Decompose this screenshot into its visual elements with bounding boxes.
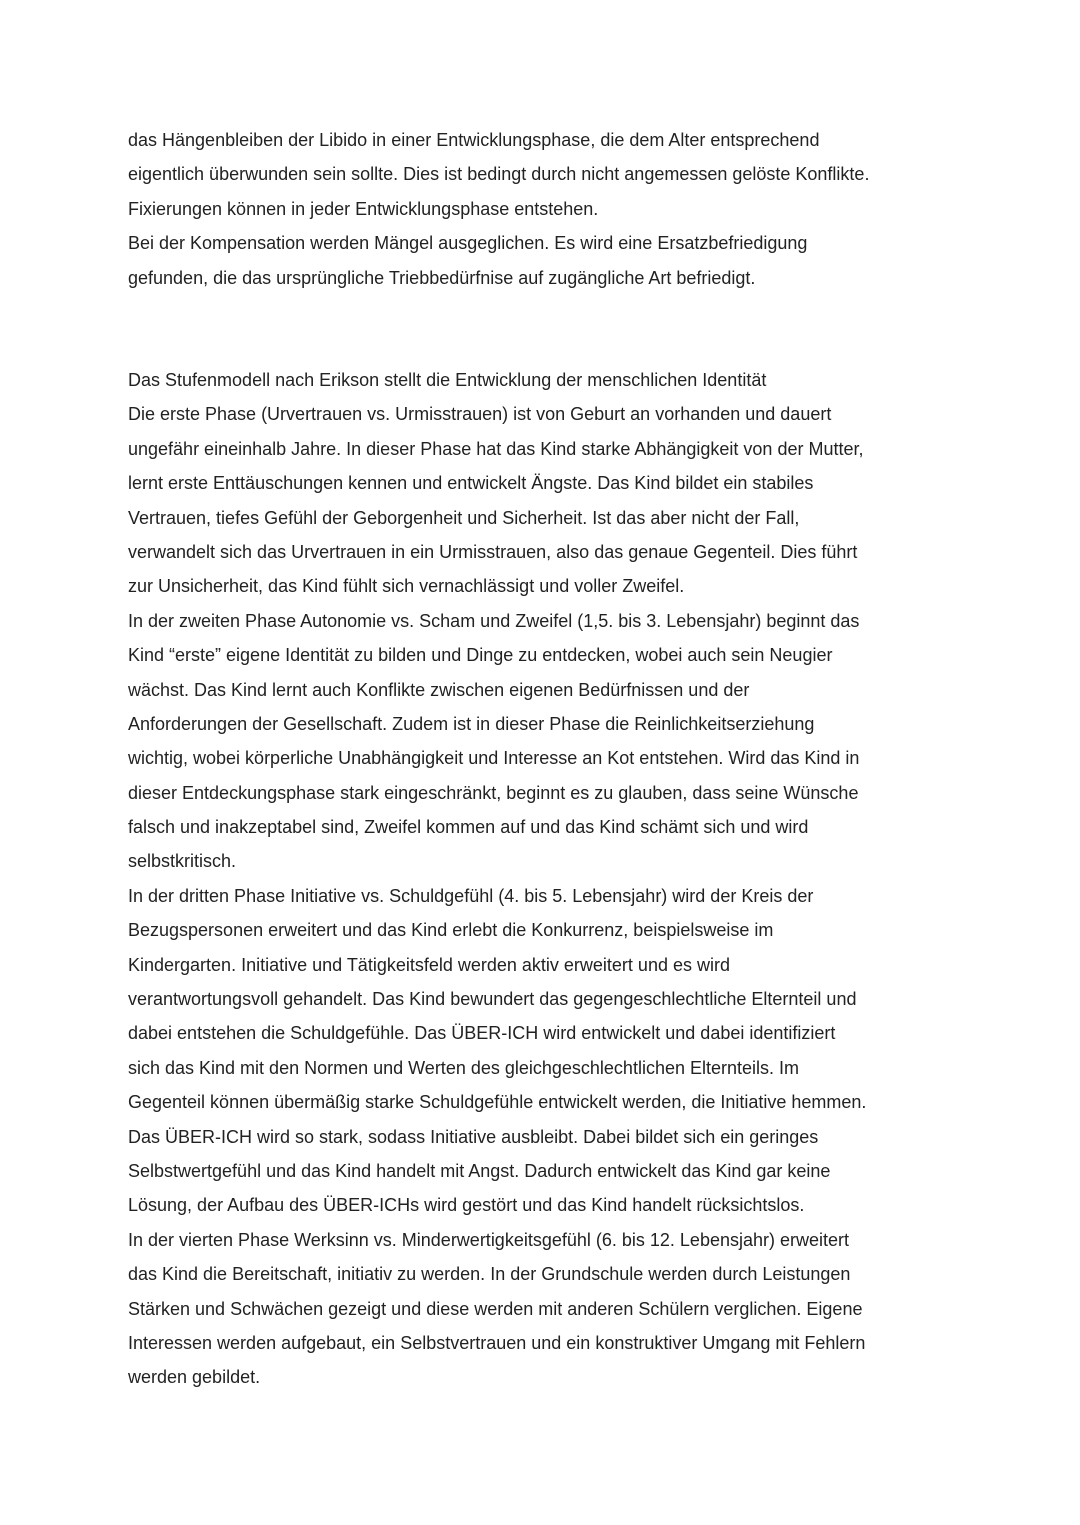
- paragraph-block-erikson-stages: [128, 363, 958, 1395]
- text-line: eigentlich überwunden sein sollte. Dies ist bedingt durch nicht angemessen gelöste Konflikte.: [128, 164, 870, 185]
- text-line: dabei entstehen die Schuldgefühle. Das ÜBER-ICH wird entwickelt und dabei identifiziert: [128, 1023, 836, 1044]
- text-line: verantwortungsvoll gehandelt. Das Kind bewundert das gegengeschlechtliche Elternteil und: [128, 989, 857, 1010]
- text-line: Fixierungen können in jeder Entwicklungsphase entstehen.: [128, 198, 599, 219]
- text-line: sich das Kind mit den Normen und Werten des gleichgeschlechtlichen Elternteils. Im: [128, 1057, 800, 1078]
- text-line: Das Stufenmodell nach Erikson stellt die Entwicklung der menschlichen Identität: [128, 370, 767, 390]
- text-line: ungefähr eineinhalb Jahre. In dieser Phase hat das Kind starke Abhängigkeit von der Mutter,: [128, 438, 864, 459]
- text-line: lernt erste Enttäuschungen kennen und entwickelt Ängste. Das Kind bildet ein stabiles: [128, 473, 814, 494]
- text-line: Lösung, der Aufbau des ÜBER-ICHs wird gestört und das Kind handelt rücksichtslos.: [128, 1195, 805, 1216]
- text-line: falsch und inakzeptabel sind, Zweifel kommen auf und das Kind schämt sich und wird: [128, 817, 809, 838]
- text-line: dieser Entdeckungsphase stark eingeschränkt, beginnt es zu glauben, dass seine Wünsche: [128, 782, 859, 803]
- text-line: Anforderungen der Gesellschaft. Zudem ist in dieser Phase die Reinlichkeitserziehung: [128, 713, 815, 734]
- text-line: Das ÜBER-ICH wird so stark, sodass Initiative ausbleibt. Dabei bildet sich ein geringes: [128, 1126, 819, 1147]
- text-line: das Kind die Bereitschaft, initiativ zu werden. In der Grundschule werden durch Leistungen: [128, 1264, 851, 1285]
- text-line: Kindergarten. Initiative und Tätigkeitsfeld werden aktiv erweitert und es wird: [128, 954, 730, 975]
- text-line: gefunden, die das ursprüngliche Triebbedürfnise auf zugängliche Art befriedigt.: [128, 267, 756, 288]
- text-line: Gegenteil können übermäßig starke Schuldgefühle entwickelt werden, die Initiative hemmen.: [128, 1092, 867, 1113]
- text-line: Bezugspersonen erweitert und das Kind erlebt die Konkurrenz, beispielsweise im: [128, 920, 774, 941]
- text-line: verwandelt sich das Urvertrauen in ein Urmisstrauen, also das genaue Gegenteil. Dies führt: [128, 541, 858, 562]
- text-line: In der zweiten Phase Autonomie vs. Scham und Zweifel (1,5. bis 3. Lebensjahr) beginnt das: [128, 610, 860, 631]
- text-line: In der vierten Phase Werksinn vs. Minderwertigkeitsgefühl (6. bis 12. Lebensjahr) erweitert: [128, 1229, 850, 1250]
- text-line: wächst. Das Kind lernt auch Konflikte zwischen eigenen Bedürfnissen und der: [128, 679, 750, 700]
- text-line: Die erste Phase (Urvertrauen vs. Urmisstrauen) ist von Geburt an vorhanden und dauert: [128, 404, 832, 425]
- paragraph-block-fixation-compensation: [128, 123, 958, 295]
- text-line: selbstkritisch.: [128, 851, 237, 872]
- text-line: In der dritten Phase Initiative vs. Schuldgefühl (4. bis 5. Lebensjahr) wird der Kreis der: [128, 885, 814, 906]
- text-line: Stärken und Schwächen gezeigt und diese werden mit anderen Schülern verglichen. Eigene: [128, 1298, 863, 1319]
- text-line: Vertrauen, tiefes Gefühl der Geborgenheit und Sicherheit. Ist das aber nicht der Fall,: [128, 507, 800, 528]
- text-line: das Hängenbleiben der Libido in einer Entwicklungsphase, die dem Alter entsprechend: [128, 130, 820, 150]
- text-line: Selbstwertgefühl und das Kind handelt mit Angst. Dadurch entwickelt das Kind gar keine: [128, 1160, 831, 1181]
- text-line: wichtig, wobei körperliche Unabhängigkeit und Interesse an Kot entstehen. Wird das Kind in: [128, 748, 860, 769]
- text-line: Interessen werden aufgebaut, ein Selbstvertrauen und ein konstruktiver Umgang mit Fehlern: [128, 1332, 866, 1353]
- text-line: zur Unsicherheit, das Kind fühlt sich vernachlässigt und voller Zweifel.: [128, 576, 685, 597]
- text-line: Kind “erste” eigene Identität zu bilden und Dinge zu entdecken, wobei auch sein Neugier: [128, 645, 833, 666]
- text-line: werden gebildet.: [128, 1367, 261, 1388]
- text-line: Bei der Kompensation werden Mängel ausgeglichen. Es wird eine Ersatzbefriedigung: [128, 233, 808, 254]
